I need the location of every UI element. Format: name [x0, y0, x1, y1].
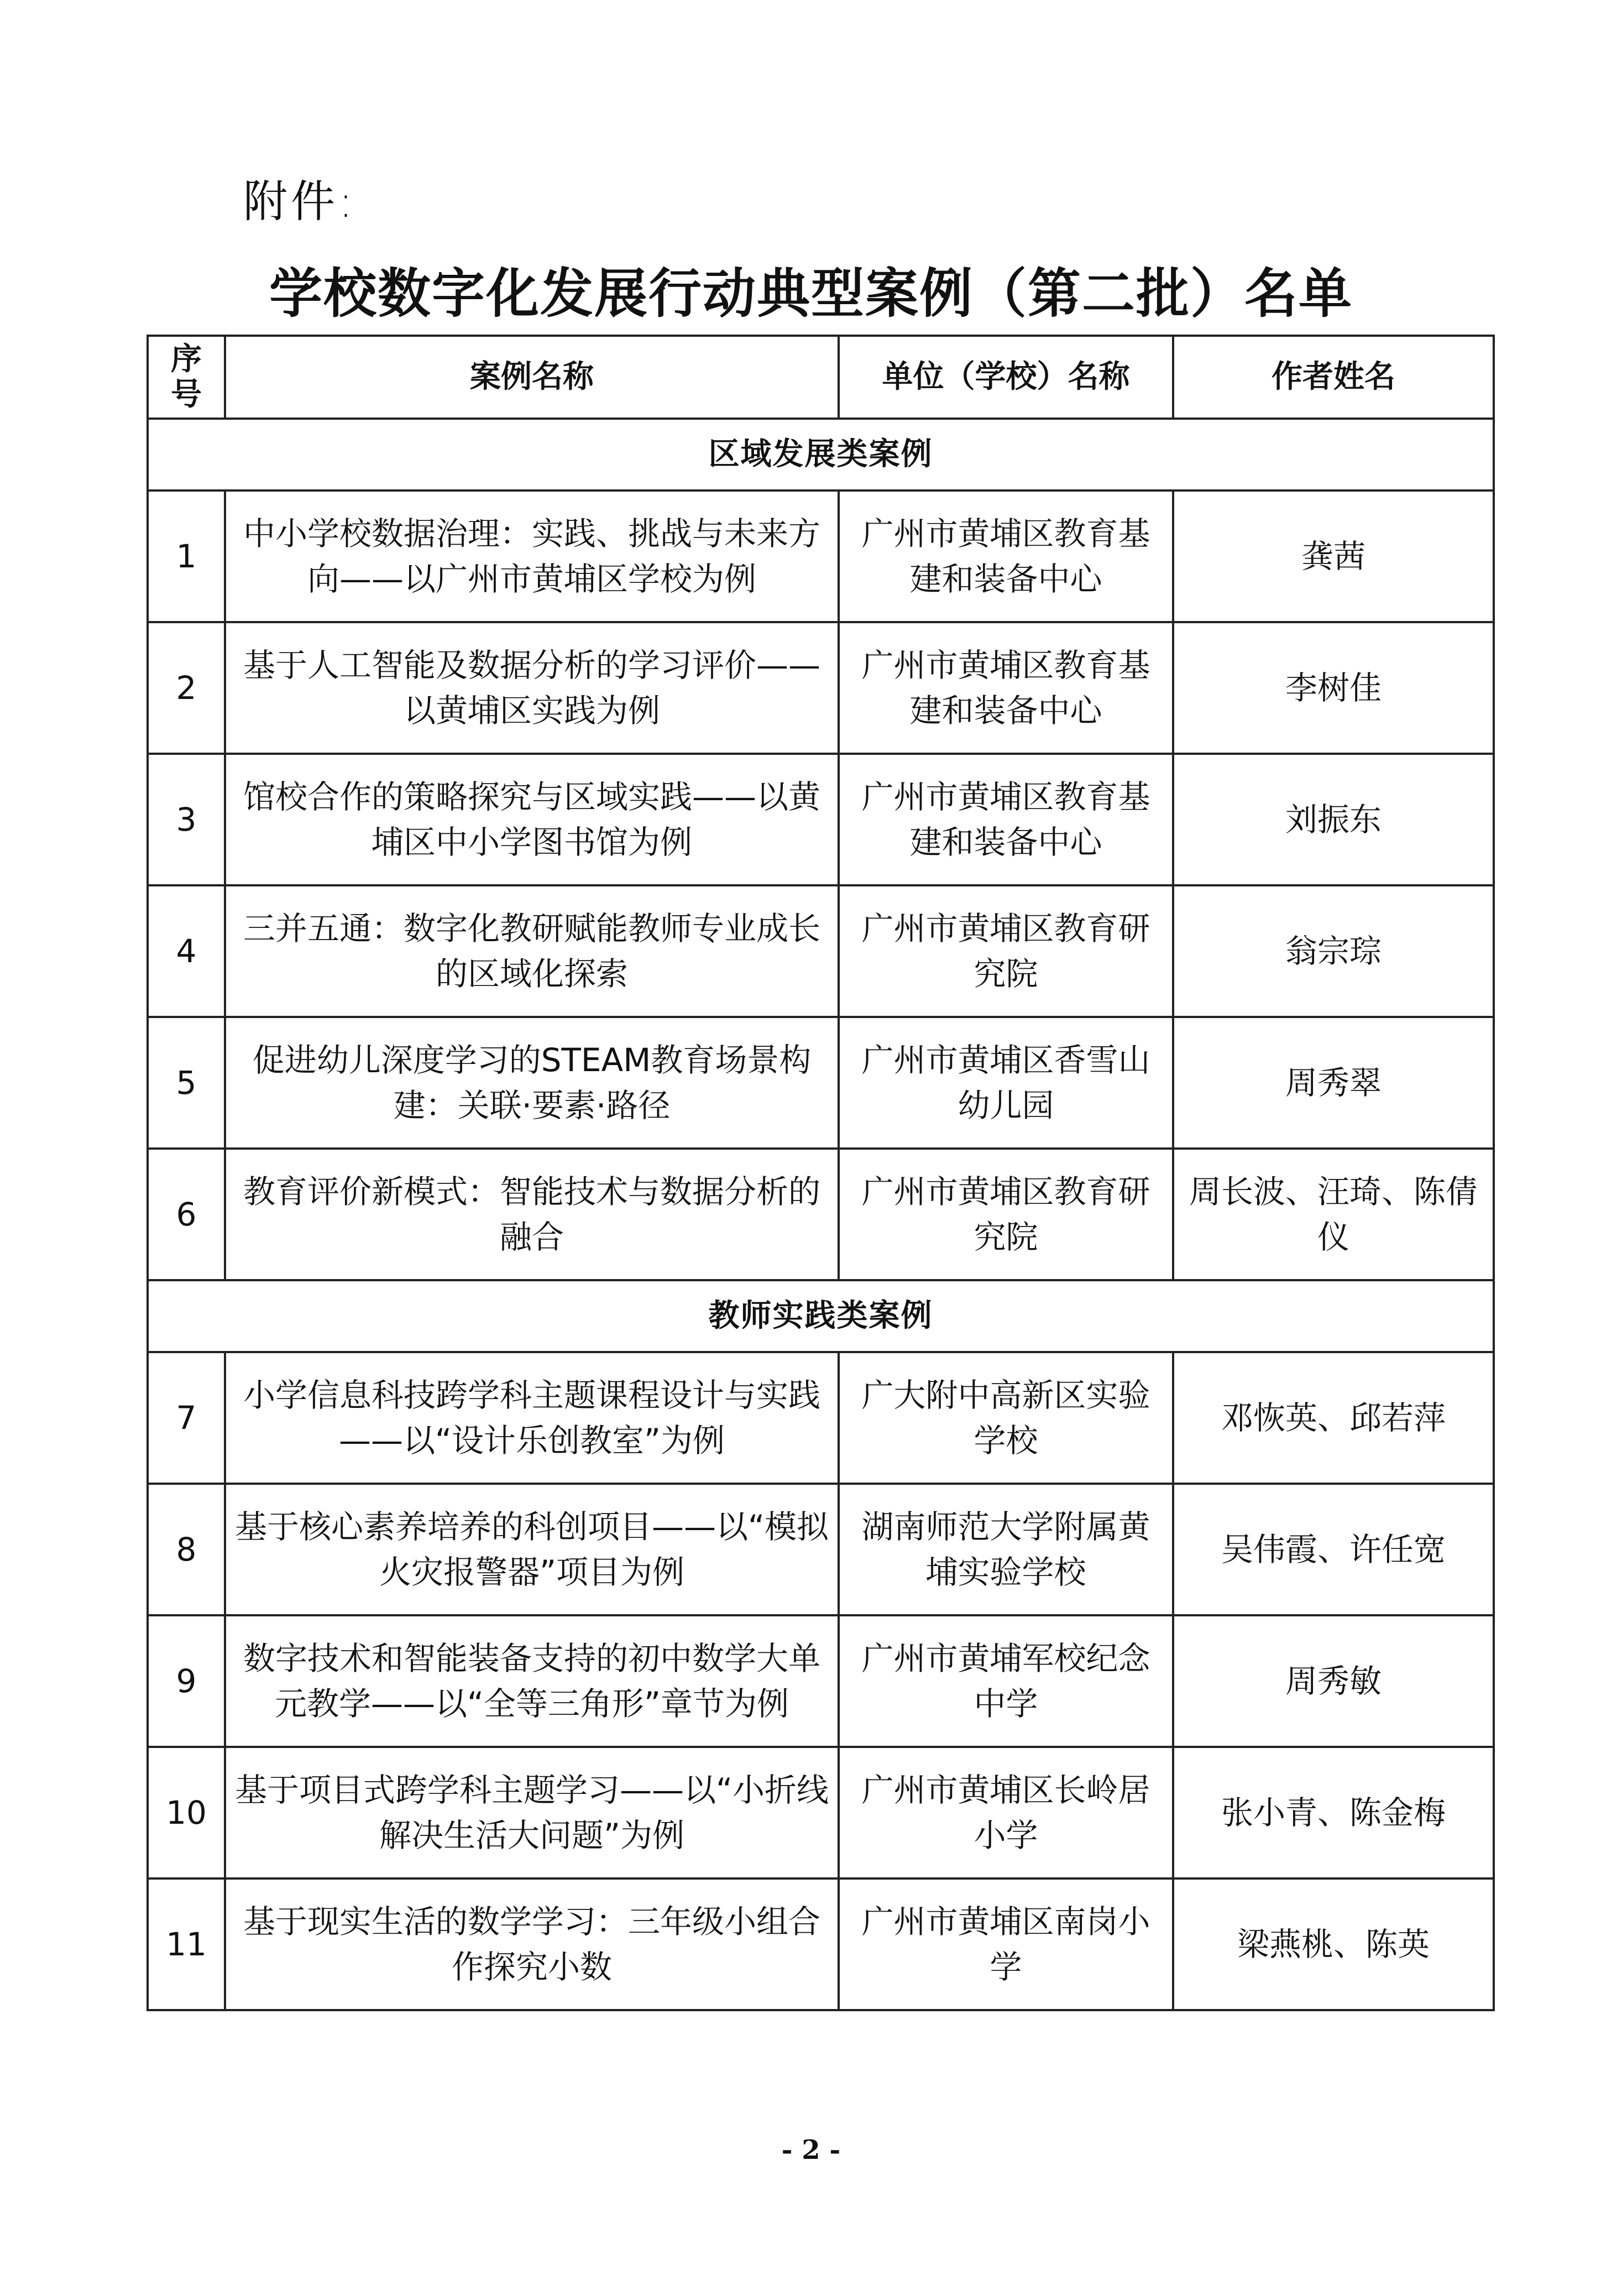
cell-case-name: 中小学校数据治理：实践、挑战与未来方向——以广州市黄埔区学校为例 — [225, 490, 839, 622]
table-header-row — [148, 336, 1494, 419]
cell-author-names: 梁燕桃、陈英 — [1173, 1878, 1494, 2010]
table-row — [148, 1484, 1494, 1615]
cell-unit-name: 广州市黄埔区教育基建和装备中心 — [839, 622, 1173, 754]
cell-case-name: 促进幼儿深度学习的STEAM教育场景构建：关联·要素·路径 — [225, 1017, 839, 1149]
cell-author-names: 周长波、汪琦、陈倩仪 — [1173, 1149, 1494, 1280]
page-number: - 2 - — [781, 2135, 841, 2165]
section-title: 区域发展类案例 — [148, 419, 1494, 490]
cell-seq-number: 2 — [148, 622, 225, 754]
cell-seq-number: 11 — [148, 1878, 225, 2010]
table-body — [148, 419, 1494, 2010]
cell-unit-name: 广州市黄埔区长岭居小学 — [839, 1747, 1173, 1878]
table-row — [148, 1352, 1494, 1484]
cell-case-name: 教育评价新模式：智能技术与数据分析的融合 — [225, 1149, 839, 1280]
table-row — [148, 1017, 1494, 1149]
cell-case-name: 基于项目式跨学科主题学习——以“小折线解决生活大问题”为例 — [225, 1747, 839, 1878]
cell-seq-number: 7 — [148, 1352, 225, 1484]
table-row — [148, 1878, 1494, 2010]
cell-seq-number: 6 — [148, 1149, 225, 1280]
cell-unit-name: 广州市黄埔区香雪山幼儿园 — [839, 1017, 1173, 1149]
case-list-table — [146, 335, 1495, 2011]
cell-author-names: 吴伟霞、许任宽 — [1173, 1484, 1494, 1615]
cell-author-names: 刘振东 — [1173, 754, 1494, 885]
cell-unit-name: 广大附中高新区实验学校 — [839, 1352, 1173, 1484]
seq-header-text: 序号 — [170, 341, 202, 413]
cell-author-names: 周秀敏 — [1173, 1615, 1494, 1747]
table-row — [148, 1615, 1494, 1747]
cell-unit-name: 广州市黄埔区教育研究院 — [839, 885, 1173, 1017]
cell-seq-number: 10 — [148, 1747, 225, 1878]
cell-case-name: 数字技术和智能装备支持的初中数学大单元教学——以“全等三角形”章节为例 — [225, 1615, 839, 1747]
cell-case-name: 基于现实生活的数学学习：三年级小组合作探究小数 — [225, 1878, 839, 2010]
column-header-case: 案例名称 — [225, 336, 839, 419]
cell-unit-name: 广州市黄埔区教育研究院 — [839, 1149, 1173, 1280]
cell-case-name: 三并五通：数字化教研赋能教师专业成长的区域化探索 — [225, 885, 839, 1017]
cell-author-names: 李树佳 — [1173, 622, 1494, 754]
cell-author-names: 邓恢英、邱若萍 — [1173, 1352, 1494, 1484]
table-row — [148, 885, 1494, 1017]
cell-seq-number: 3 — [148, 754, 225, 885]
cell-seq-number: 5 — [148, 1017, 225, 1149]
table-row — [148, 754, 1494, 885]
cell-seq-number: 9 — [148, 1615, 225, 1747]
cell-unit-name: 广州市黄埔区南岗小学 — [839, 1878, 1173, 2010]
cell-case-name: 馆校合作的策略探究与区域实践——以黄埔区中小学图书馆为例 — [225, 754, 839, 885]
column-header-author: 作者姓名 — [1173, 336, 1494, 419]
cell-unit-name: 湖南师范大学附属黄埔实验学校 — [839, 1484, 1173, 1615]
cell-case-name: 基于核心素养培养的科创项目——以“模拟火灾报警器”项目为例 — [225, 1484, 839, 1615]
cell-author-names: 周秀翠 — [1173, 1017, 1494, 1149]
column-header-unit: 单位（学校）名称 — [839, 336, 1173, 419]
column-header-seq — [148, 336, 225, 419]
section-header-row — [148, 419, 1494, 490]
table-row — [148, 1747, 1494, 1878]
cell-author-names: 张小青、陈金梅 — [1173, 1747, 1494, 1878]
cell-case-name: 基于人工智能及数据分析的学习评价——以黄埔区实践为例 — [225, 622, 839, 754]
cell-unit-name: 广州市黄埔区教育基建和装备中心 — [839, 754, 1173, 885]
document-title: 学校数字化发展行动典型案例（第二批）名单 — [269, 263, 1353, 325]
cell-case-name: 小学信息科技跨学科主题课程设计与实践——以“设计乐创教室”为例 — [225, 1352, 839, 1484]
cell-seq-number: 1 — [148, 490, 225, 622]
table-row — [148, 1149, 1494, 1280]
section-title: 教师实践类案例 — [148, 1280, 1494, 1352]
table-row — [148, 622, 1494, 754]
cell-seq-number: 4 — [148, 885, 225, 1017]
cell-author-names: 翁宗琮 — [1173, 885, 1494, 1017]
section-header-row — [148, 1280, 1494, 1352]
cell-unit-name: 广州市黄埔区教育基建和装备中心 — [839, 490, 1173, 622]
table-row — [148, 490, 1494, 622]
attachment-label: 附件: — [243, 176, 357, 227]
cell-seq-number: 8 — [148, 1484, 225, 1615]
cell-unit-name: 广州市黄埔军校纪念中学 — [839, 1615, 1173, 1747]
cell-author-names: 龚茜 — [1173, 490, 1494, 622]
